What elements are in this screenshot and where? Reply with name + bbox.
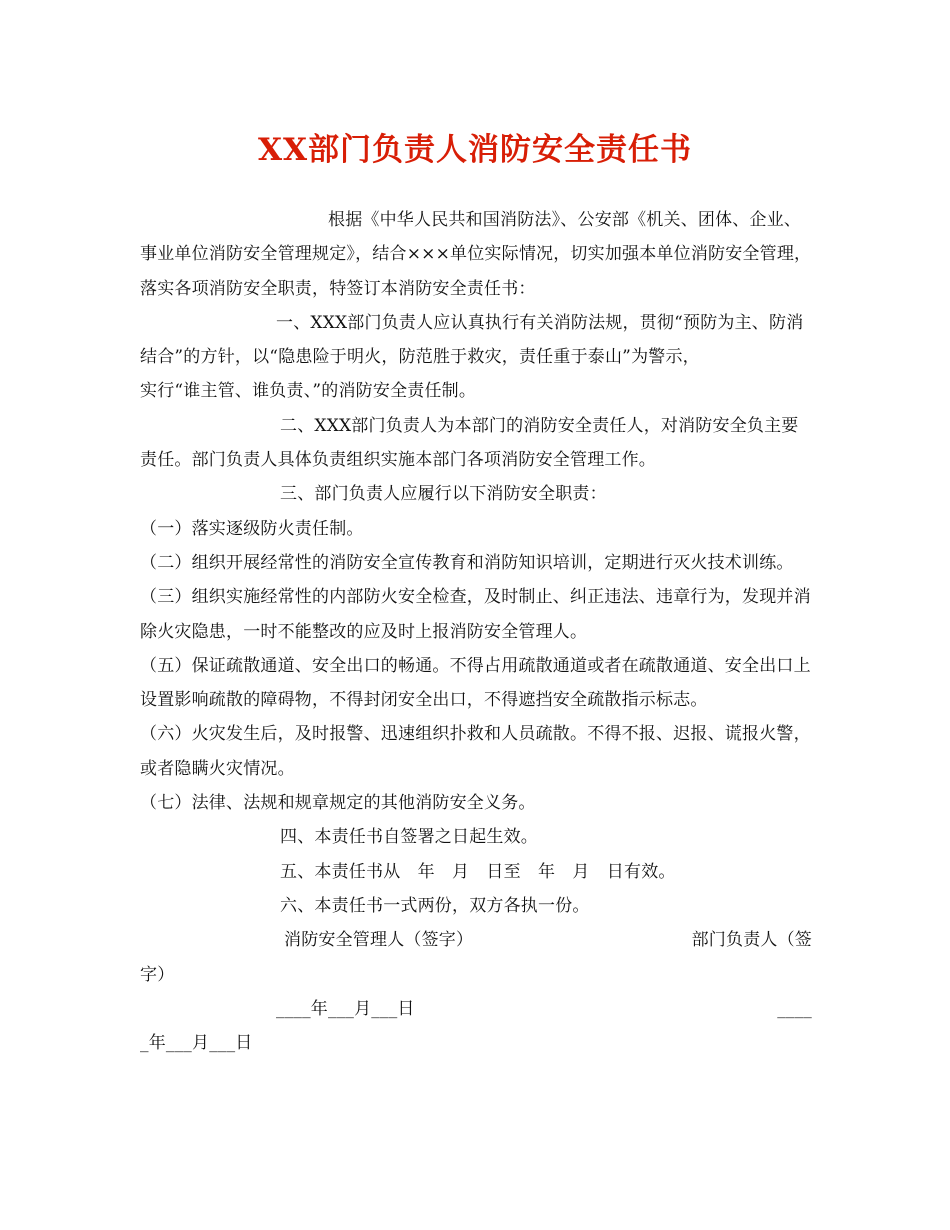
duty-item: （五）保证疏散通道、安全出口的畅通。不得占用疏散通道或者在疏散通道、安全出口上设置影响疏散的障碍物，不得封闭安全出口，不得遮挡安全疏散指示标志。 xyxy=(140,655,811,711)
duty-item: （一）落实逐级防火责任制。 xyxy=(140,518,364,539)
clause-1-continuation: 实行“谁主管、谁负责、”的消防安全责任制。 xyxy=(140,381,477,402)
clause-2: 二、XXX部门负责人为本部门的消防安全责任人，对消防安全负主要责任。部门负责人具体负责组织实施本部门各项消防安全管理工作。 xyxy=(140,415,799,471)
signature-right-label: 部门负责人（签 xyxy=(691,930,812,951)
signature-left-label: 消防安全管理人（签字） xyxy=(284,930,474,951)
intro-paragraph: 根据《中华人民共和国消防法》、公安部《机关、团体、企业、事业单位消防安全管理规定》，结合×××单位实际情况，切实加强本单位消防安全管理，落实各项消防安全职责，特签订本消防安全责任书： xyxy=(140,210,812,299)
clause-6: 六、本责任书一式两份，双方各执一份。 xyxy=(280,895,590,916)
duty-item: （七）法律、法规和规章规定的其他消防安全义务。 xyxy=(140,793,536,814)
date-left-blank: ____年___月___日 xyxy=(276,998,415,1019)
date-right-continuation: _年___月___日 xyxy=(140,1033,253,1054)
clause-5: 五、本责任书从 年 月 日至 年 月 日有效。 xyxy=(280,861,676,882)
signature-row xyxy=(140,923,812,957)
clause-3: 三、部门负责人应履行以下消防安全职责： xyxy=(280,484,607,505)
signature-right-continuation: 字） xyxy=(140,964,175,985)
clause-1: 一、XXX部门负责人应认真执行有关消防法规，贯彻“预防为主、防消结合”的方针，以“隐患险于明火，防范胜于救灾，责任重于泰山”为警示， xyxy=(140,312,804,368)
document-title: XX部门负责人消防安全责任书 xyxy=(257,132,693,168)
date-row xyxy=(140,992,812,1026)
duty-item: （三）组织实施经常性的内部防火安全检查，及时制止、纠正违法、违章行为，发现并消除火灾隐患，一时不能整改的应及时上报消防安全管理人。 xyxy=(140,587,811,642)
date-right-blank: ____ xyxy=(777,998,812,1019)
clause-4: 四、本责任书自签署之日起生效。 xyxy=(280,827,538,848)
document-body xyxy=(140,203,812,1060)
duty-item: （二）组织开展经常性的消防安全宣传教育和消防知识培训，定期进行灭火技术训练。 xyxy=(140,552,794,573)
duty-item: （六）火灾发生后，及时报警、迅速组织扑救和人员疏散。不得不报、迟报、谎报火警，或者隐瞒火灾情况。 xyxy=(140,724,811,779)
